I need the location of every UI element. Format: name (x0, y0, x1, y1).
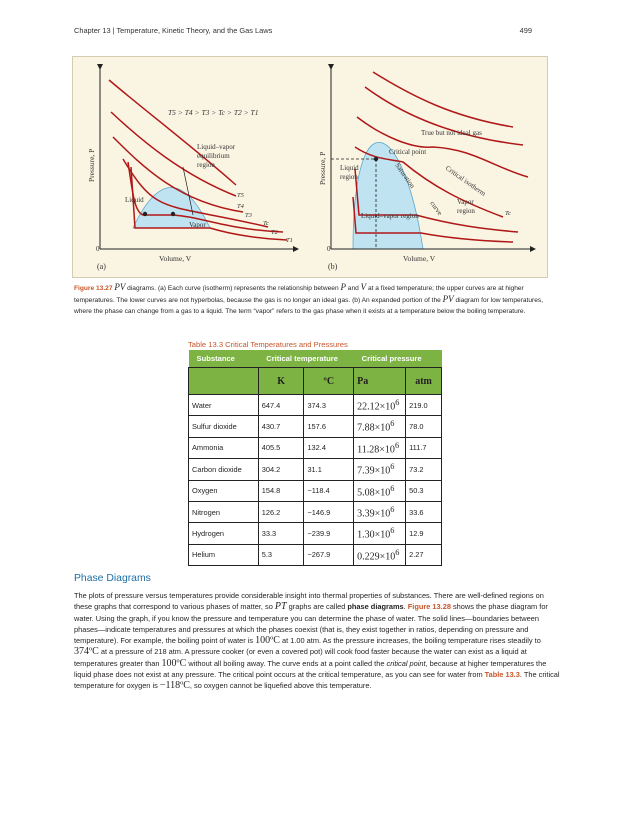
cell-substance: Water (189, 395, 259, 416)
body-text-1: The plots of pressure versus temperatures provide considerable insight into thermal properties of substances. There are well-defined regions on these graphs that correspond to various phases of matter, so (74, 591, 544, 612)
table-row (189, 416, 442, 437)
curve-label-b: curve (428, 199, 444, 217)
body-text-7: without all boiling away. The curve ends at a point called the (186, 658, 387, 668)
isotherm-t5-a (109, 80, 236, 185)
pa-exponent: 6 (390, 483, 395, 493)
lv-region-label-b: Liquid–vapor region (361, 212, 419, 220)
pa-mantissa: 11.28 (357, 444, 380, 456)
cell-celsius: −267.9 (304, 544, 354, 565)
lv-region-line3-a: region (197, 161, 215, 169)
cell-kelvin: 430.7 (258, 416, 304, 437)
unit-atm: atm (406, 368, 442, 395)
cell-kelvin: 126.2 (258, 501, 304, 522)
header-substance: Substance (189, 350, 259, 368)
pa-times-ten: ×10 (374, 529, 391, 541)
pa-exponent: 6 (394, 440, 400, 450)
body-text-9: . The critical temperature for oxygen is (74, 670, 560, 691)
pa-times-ten: ×10 (379, 401, 396, 413)
cell-substance: Carbon dioxide (189, 459, 259, 480)
term-phase-diagrams: phase diagrams (347, 602, 404, 612)
temp-order-a: T5 > T4 > T3 > Tc > T2 > T1 (168, 108, 259, 117)
cell-atm: 2.27 (406, 544, 442, 565)
pa-exponent: 6 (390, 504, 395, 514)
body-text-10: , so oxygen cannot be liquefied above this temperature. (189, 681, 372, 691)
pa-mantissa: 7.39 (357, 465, 375, 477)
curve-label-t5: T5 (237, 192, 244, 199)
cell-atm: 111.7 (406, 437, 442, 458)
pa-times-ten: ×10 (374, 422, 391, 434)
liquid-label-a: Liquid (125, 196, 144, 204)
curve-label-tc: Tc (263, 220, 269, 227)
lv-region-line1-a: Liquid–vapor (197, 143, 236, 151)
pa-exponent: 6 (395, 398, 400, 408)
liquid-region-line1: Liquid (340, 164, 359, 172)
pa-exponent: 6 (395, 547, 400, 557)
unit-k: K (258, 368, 304, 395)
xlabel-b: Volume, V (403, 254, 436, 263)
ideal-gas-label: True but not ideal gas (421, 129, 482, 137)
caption-v: V (360, 282, 367, 292)
table-row (189, 437, 442, 458)
cell-substance: Hydrogen (189, 523, 259, 544)
body-text-6: at a pressure of 218 atm. A pressure cooker (or even a covered pot) will cook food faster because the water can exist as a liquid at temperatures greater than (74, 647, 527, 668)
cell-atm: 73.2 (406, 459, 442, 480)
header-critical-pressure: Critical pressure (354, 350, 442, 368)
figure-caption (74, 282, 556, 317)
section-title: Phase Diagrams (74, 573, 151, 584)
math-pt: PT (274, 601, 287, 613)
body-text-8: , because at higher temperatures the liquid phase does not exist at any pressure. The critical point occurs at the critical temperature, as you can see for water from (74, 658, 547, 680)
curve-label-t4: T4 (237, 203, 244, 210)
cell-kelvin: 304.2 (258, 459, 304, 480)
cell-celsius: 157.6 (304, 416, 354, 437)
pa-mantissa: 7.88 (357, 422, 375, 434)
body-text-3: . (403, 602, 406, 612)
header-critical-temperature: Critical temperature (258, 350, 353, 368)
math-100c-2: 100ºC (161, 657, 187, 669)
ylabel-b: Pressure, P (318, 151, 327, 185)
panel-label-a: (a) (97, 262, 106, 271)
curve-label-t2: T2 (271, 229, 278, 236)
pa-times-ten: ×10 (374, 486, 391, 498)
body-text-5: at 1.00 atm. As the pressure increases, the boiling temperature rises steadily to (279, 636, 541, 646)
caption-p: P (340, 282, 346, 292)
table-row (189, 459, 442, 480)
pa-exponent: 6 (390, 462, 395, 472)
vapor-region-line1: Vapor (457, 198, 474, 206)
cell-atm: 12.9 (406, 523, 442, 544)
caption-and: and (345, 285, 361, 292)
cell-atm: 78.0 (406, 416, 442, 437)
table-row (189, 480, 442, 501)
unit-c: ºC (304, 368, 354, 395)
math-374c: 374ºC (74, 646, 99, 658)
cell-pascal (354, 437, 406, 458)
page-number: 499 (519, 26, 532, 35)
cell-pascal (354, 523, 406, 544)
pa-mantissa: 0.229 (357, 551, 380, 563)
cell-pascal (354, 416, 406, 437)
table-row (189, 523, 442, 544)
critical-isotherm-label: Critical isotherm (443, 164, 488, 198)
cell-kelvin: 154.8 (258, 480, 304, 501)
tc-label-b: Tc (505, 210, 511, 217)
pa-times-ten: ×10 (374, 508, 391, 520)
table-caption: Table 13.3 Critical Temperatures and Pressures (188, 340, 348, 349)
running-header-title: Chapter 13 | Temperature, Kinetic Theory, and the Gas Laws (74, 26, 273, 35)
lv-region-line2-a: equilibrium (197, 152, 230, 160)
cell-substance: Helium (189, 544, 259, 565)
cell-pascal (354, 459, 406, 480)
vapor-label-a: Vapor (189, 221, 206, 229)
cell-atm: 33.6 (406, 501, 442, 522)
point-vapor-a (171, 212, 175, 216)
unit-pa: Pa (354, 368, 406, 395)
pa-times-ten: ×10 (374, 465, 391, 477)
point-liquid-a (143, 212, 147, 216)
vapor-region-line2: region (457, 207, 475, 215)
critical-table (188, 350, 442, 566)
table-row (189, 501, 442, 522)
panel-a (87, 67, 296, 271)
cell-celsius: 132.4 (304, 437, 354, 458)
body-text-2: graphs are called (286, 602, 348, 612)
caption-pv-2: PV (442, 294, 454, 305)
figure-label: Figure 13.27 (74, 285, 113, 292)
panel-b (318, 67, 533, 271)
cell-celsius: −118.4 (304, 480, 354, 501)
critical-point-label: Critical point (389, 148, 427, 156)
pa-times-ten: ×10 (379, 551, 396, 563)
cell-pascal (354, 395, 406, 416)
math-minus-118c: −118ºC (159, 680, 190, 692)
curve-label-t3: T3 (245, 212, 252, 219)
units-blank (189, 368, 259, 395)
xlabel-a: Volume, V (159, 254, 192, 263)
cell-substance: Nitrogen (189, 501, 259, 522)
cell-celsius: −239.9 (304, 523, 354, 544)
math-100c: 100ºC (255, 635, 280, 647)
cell-kelvin: 405.5 (258, 437, 304, 458)
table-row (189, 544, 442, 565)
table-row (189, 395, 442, 416)
cell-substance: Sulfur dioxide (189, 416, 259, 437)
critical-point-marker (374, 157, 378, 161)
cell-celsius: −146.9 (304, 501, 354, 522)
caption-text-1: diagrams. (a) Each curve (isotherm) represents the relationship between (125, 285, 341, 292)
pa-mantissa: 22.12 (357, 401, 380, 413)
isotherm-1-b (373, 72, 513, 127)
cell-kelvin: 5.3 (258, 544, 304, 565)
cell-pascal (354, 501, 406, 522)
section-body (74, 590, 560, 692)
saturation-label: Saturation (393, 161, 417, 190)
pa-mantissa: 5.08 (357, 486, 375, 498)
curve-label-t1: T1 (286, 237, 293, 244)
caption-pv-1: PV (114, 282, 126, 292)
cell-kelvin: 647.4 (258, 395, 304, 416)
pa-mantissa: 1.30 (357, 529, 375, 541)
figure-13-27 (72, 56, 548, 278)
origin-a: 0 (96, 245, 100, 253)
liquid-region-line2: region (340, 173, 358, 181)
pa-exponent: 6 (390, 526, 395, 536)
cell-celsius: 374.3 (304, 395, 354, 416)
figure-13-28-link[interactable]: Figure 13.28 (407, 602, 451, 612)
cell-substance: Oxygen (189, 480, 259, 501)
cell-celsius: 31.1 (304, 459, 354, 480)
caption-text-2: at a fixed temperature; the upper curves are at higher temperatures. The lower curves are not hyperbolas, because the gas is no longer an ideal gas. (b) An expanded portion of the (74, 285, 524, 305)
cell-substance: Ammonia (189, 437, 259, 458)
panel-label-b: (b) (328, 262, 338, 271)
pv-diagrams (73, 57, 547, 277)
pa-times-ten: ×10 (379, 444, 395, 456)
caption-text-3: diagram for low temperatures, where the phase can change from a gas to a liquid. The term “vapor” refers to the gas phase when it exists at a temperature below the boiling temperature. (74, 297, 544, 315)
cell-pascal (354, 544, 406, 565)
ylabel-a: Pressure, P (87, 148, 96, 182)
term-critical-point: critical point (386, 658, 426, 668)
body-text-4: shows the phase diagram for water. Using the graph, if you know the pressure and temperature you can determine the phase of water. The solid lines—boundaries between phases—indicate temperatures and pressures at which the phases coexist (that is, they exist together in ratios, depending on pressure and temperature). For example, the boiling point of water is (74, 602, 548, 646)
table-13-3-link[interactable]: Table 13.3 (484, 670, 520, 680)
cell-kelvin: 33.3 (258, 523, 304, 544)
origin-b: 0 (327, 245, 331, 253)
cell-atm: 50.3 (406, 480, 442, 501)
pa-exponent: 6 (390, 419, 395, 429)
pa-mantissa: 3.39 (357, 508, 375, 520)
cell-atm: 219.0 (406, 395, 442, 416)
cell-pascal (354, 480, 406, 501)
